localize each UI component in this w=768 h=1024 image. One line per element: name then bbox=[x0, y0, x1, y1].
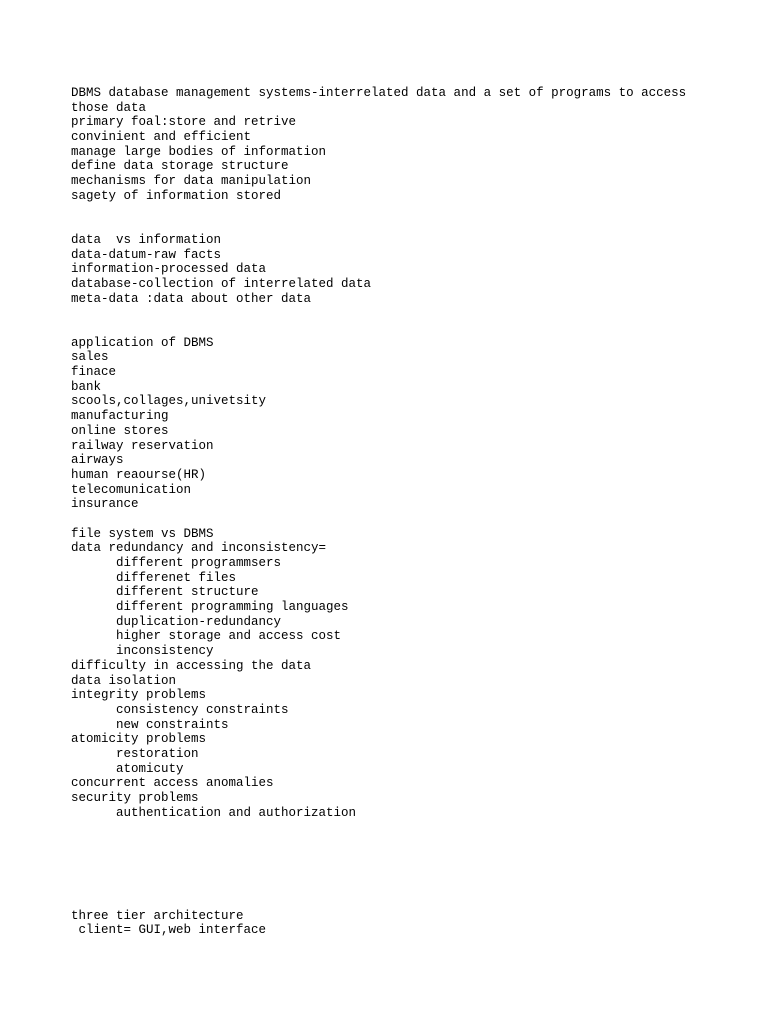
text-line: three tier architecture bbox=[71, 908, 244, 923]
text-line: inconsistency bbox=[71, 644, 214, 659]
text-line: atomicuty bbox=[71, 761, 184, 776]
blank-line bbox=[71, 820, 751, 835]
text-line: convinient and efficient bbox=[71, 130, 252, 145]
text-line: scools,collages,univetsity bbox=[71, 394, 267, 409]
text-line: data vs information bbox=[71, 232, 222, 247]
text-line: human reaourse(HR) bbox=[71, 467, 207, 482]
text-line: information-processed data bbox=[71, 262, 267, 277]
text-line: difficulty in accessing the data bbox=[71, 658, 312, 673]
text-line: higher storage and access cost bbox=[71, 629, 342, 644]
text-line: duplication-redundancy bbox=[71, 614, 282, 629]
text-line: mechanisms for data manipulation bbox=[71, 174, 312, 189]
text-line: manufacturing bbox=[71, 409, 169, 424]
blank-line bbox=[71, 835, 751, 850]
blank-line bbox=[71, 879, 751, 894]
text-line: define data storage structure bbox=[71, 159, 289, 174]
text-line: consistency constraints bbox=[71, 702, 289, 717]
blank-line bbox=[71, 218, 751, 233]
text-line: bank bbox=[71, 379, 102, 394]
text-line: application of DBMS bbox=[71, 335, 214, 350]
blank-line bbox=[71, 321, 751, 336]
text-line: those data bbox=[71, 100, 147, 115]
text-line: manage large bodies of information bbox=[71, 144, 327, 159]
text-line: railway reservation bbox=[71, 438, 214, 453]
text-line: sagety of information stored bbox=[71, 188, 282, 203]
text-line: data isolation bbox=[71, 673, 177, 688]
text-line: telecomunication bbox=[71, 482, 192, 497]
text-line: differenet files bbox=[71, 570, 237, 585]
text-line: file system vs DBMS bbox=[71, 526, 214, 541]
text-line: airways bbox=[71, 453, 124, 468]
blank-line bbox=[71, 204, 751, 219]
text-line: concurrent access anomalies bbox=[71, 776, 274, 791]
blank-line bbox=[71, 850, 751, 865]
document-body bbox=[71, 86, 751, 938]
text-line: new constraints bbox=[71, 717, 229, 732]
blank-line bbox=[71, 864, 751, 879]
text-line: security problems bbox=[71, 791, 199, 805]
blank-line bbox=[71, 894, 751, 909]
text-line: client= GUI,web interface bbox=[71, 923, 267, 938]
text-line: primary foal:store and retrive bbox=[71, 115, 297, 130]
text-line: database-collection of interrelated data bbox=[71, 276, 372, 291]
text-line: online stores bbox=[71, 423, 169, 438]
text-line: atomicity problems bbox=[71, 732, 207, 747]
text-line: different programming languages bbox=[71, 600, 349, 615]
text-line: sales bbox=[71, 350, 109, 365]
text-line: DBMS database management systems-interrelated data and a set of programs to access bbox=[71, 86, 687, 100]
text-line: meta-data :data about other data bbox=[71, 291, 312, 306]
text-line: finace bbox=[71, 365, 117, 380]
blank-line bbox=[71, 306, 751, 321]
text-line: restoration bbox=[71, 746, 199, 761]
text-line: different structure bbox=[71, 585, 259, 600]
text-line: authentication and authorization bbox=[71, 805, 357, 820]
text-line: data redundancy and inconsistency= bbox=[71, 541, 327, 556]
text-line: insurance bbox=[71, 497, 139, 512]
text-line: integrity problems bbox=[71, 688, 207, 703]
blank-line bbox=[71, 512, 751, 527]
text-line: data-datum-raw facts bbox=[71, 247, 222, 262]
text-line: different programmsers bbox=[71, 556, 282, 570]
